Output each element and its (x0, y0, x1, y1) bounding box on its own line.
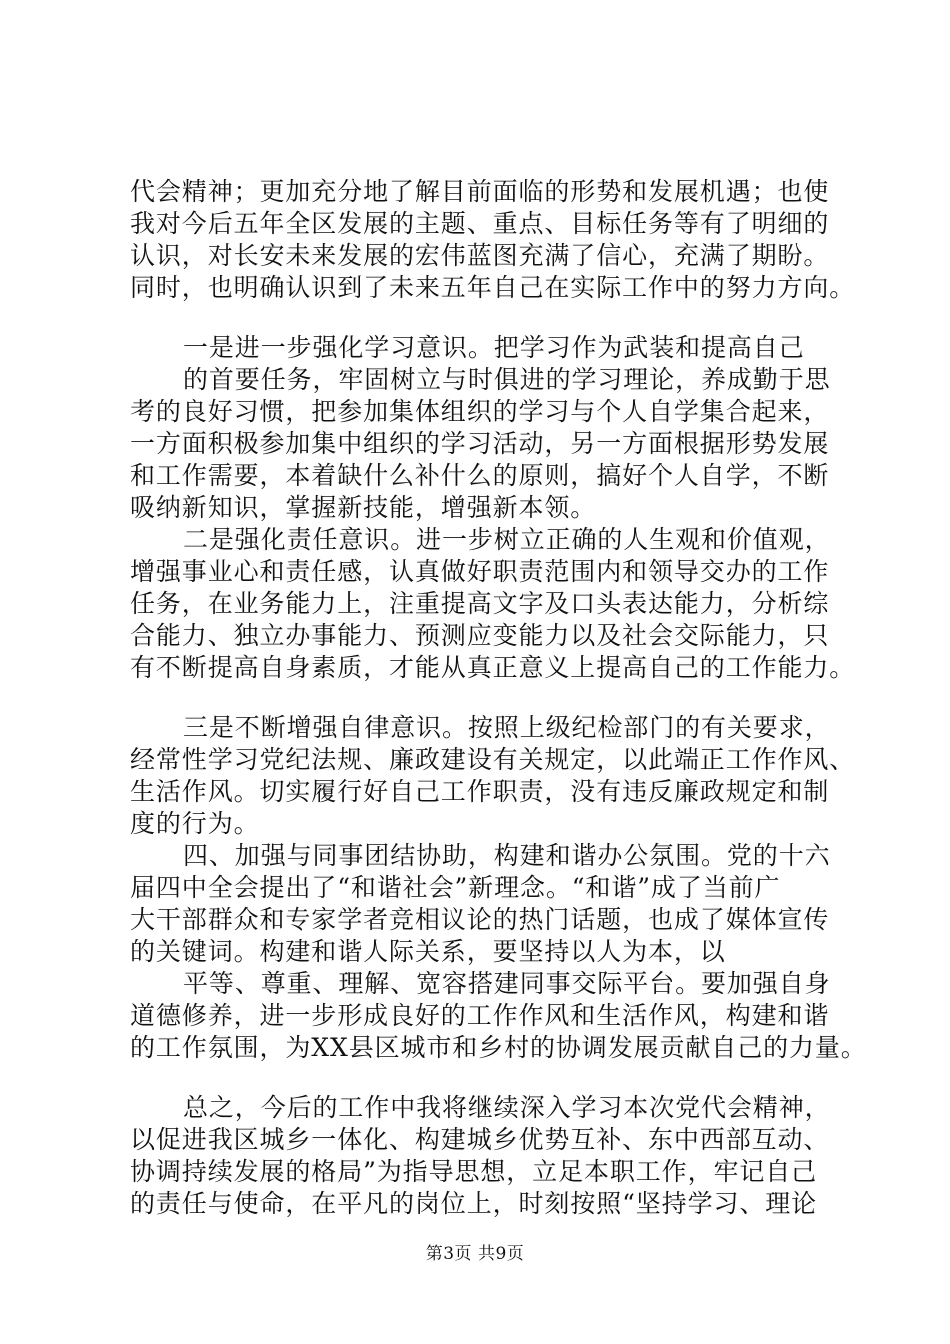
page-footer: 第3页 共9页 (425, 1244, 525, 1264)
text-line: 四、加强与同事团结协助，构建和谐办公氛围。党的十六 (183, 841, 831, 870)
text-line: 生活作风。切实履行好自己工作职责，没有违反廉政规定和制 (130, 777, 830, 806)
text-line: 以促进我区城乡一体化、构建城乡优势互补、东中西部互动、 (130, 1125, 830, 1154)
text-line: 一方面积极参加集中组织的学习活动，另一方面根据形势发展 (130, 429, 830, 458)
text-line: 我对今后五年全区发展的主题、重点、目标任务等有了明细的 (130, 209, 830, 238)
text-line: 的首要任务，牢固树立与时俱进的学习理论，养成勤于思 (183, 365, 831, 394)
text-line: 届四中全会提出了“和谐社会”新理念。“和谐”成了当前广 (130, 873, 781, 902)
text-line: 大干部群众和专家学者竞相议论的热门话题，也成了媒体宣传 (130, 905, 830, 934)
text-line: 合能力、独立办事能力、预测应变能力以及社会交际能力，只 (130, 621, 830, 650)
text-line: 有不断提高自身素质，才能从真正意义上提高自己的工作能力。 (130, 653, 856, 682)
text-line: 和工作需要，本着缺什么补什么的原则，搞好个人自学，不断 (130, 461, 830, 490)
text-line: 平等、尊重、理解、宽容搭建同事交际平台。要加强自身 (183, 969, 831, 998)
text-line: 同时，也明确认识到了未来五年自己在实际工作中的努力方向。 (130, 273, 856, 302)
text-line: 一是进一步强化学习意识。把学习作为武装和提高自己 (183, 333, 805, 362)
text-line: 增强事业心和责任感，认真做好职责范围内和领导交办的工作 (130, 557, 830, 586)
text-line: 的工作氛围，为XX县区城市和乡村的协调发展贡献自己的力量。 (130, 1033, 867, 1062)
text-line: 三是不断增强自律意识。按照上级纪检部门的有关要求， (183, 713, 831, 742)
text-line: 总之，今后的工作中我将继续深入学习本次党代会精神， (183, 1093, 831, 1122)
text-line: 协调持续发展的格局”为指导思想，立足本职工作，牢记自己 (130, 1157, 818, 1186)
text-line: 考的良好习惯，把参加集体组织的学习与个人自学集合起来， (130, 397, 830, 426)
text-line: 任务，在业务能力上，注重提高文字及口头表达能力，分析综 (130, 589, 830, 618)
text-line: 的关键词。构建和谐人际关系，要坚持以人为本，以 (130, 937, 726, 966)
text-line: 二是强化责任意识。进一步树立正确的人生观和价值观， (183, 525, 831, 554)
text-line: 代会精神；更加充分地了解目前面临的形势和发展机遇；也使 (130, 177, 830, 206)
text-line: 吸纳新知识，掌握新技能，增强新本领。 (130, 493, 597, 522)
text-line: 度的行为。 (130, 809, 260, 838)
text-line: 的责任与使命，在平凡的岗位上，时刻按照“坚持学习、理论 (130, 1189, 818, 1218)
text-line: 认识，对长安未来发展的宏伟蓝图充满了信心，充满了期盼。 (130, 241, 830, 270)
text-line: 经常性学习党纪法规、廉政建设有关规定，以此端正工作作风、 (130, 745, 856, 774)
text-line: 道德修养，进一步形成良好的工作作风和生活作风，构建和谐 (130, 1001, 830, 1030)
